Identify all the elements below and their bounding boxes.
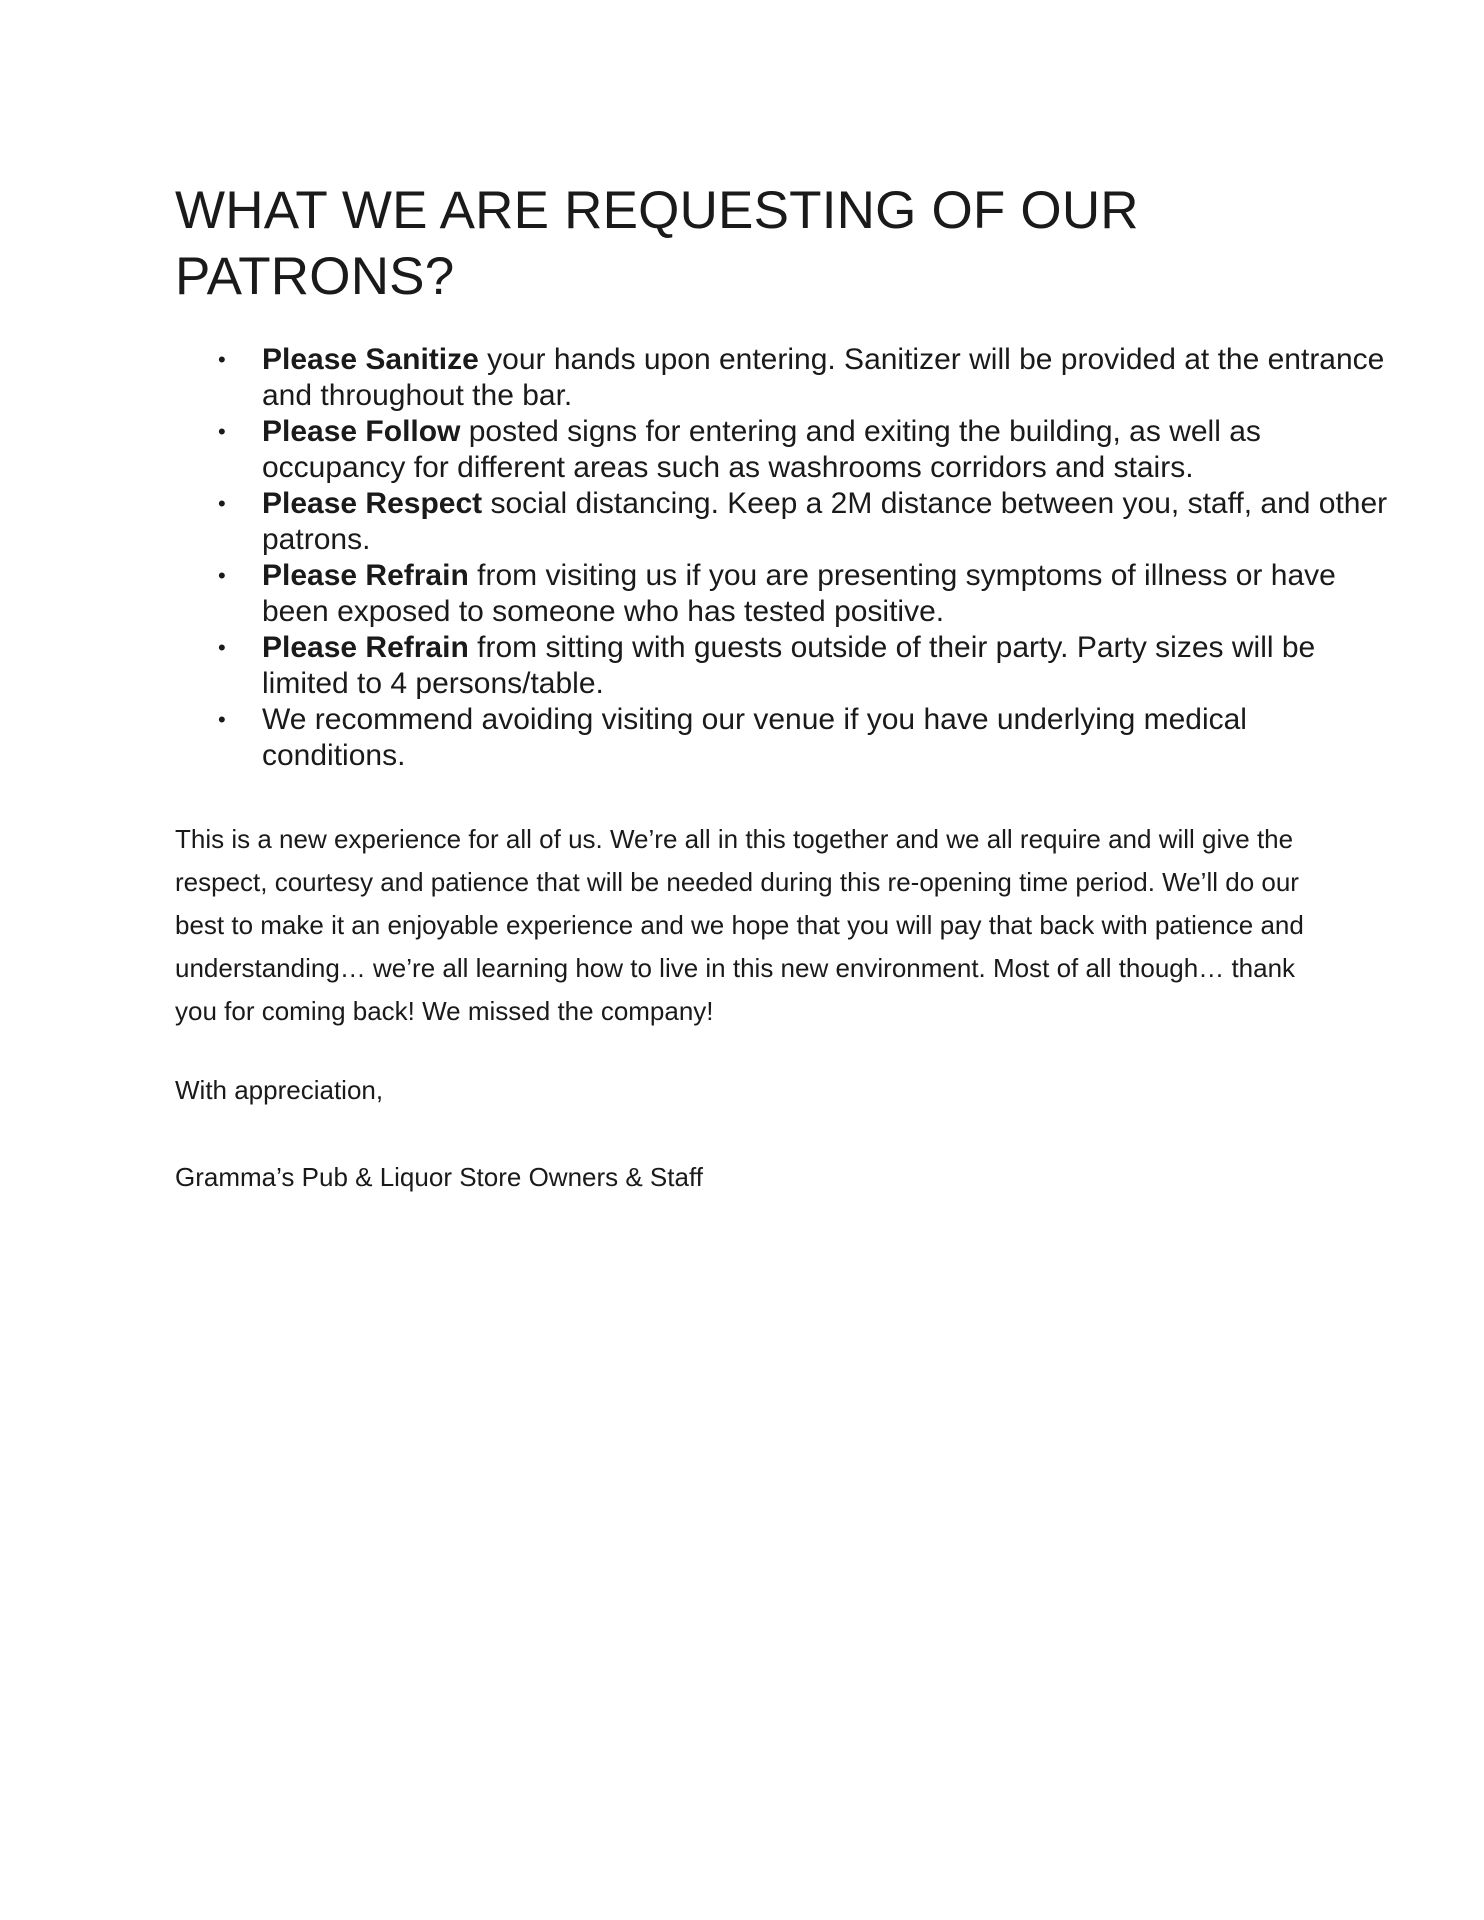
request-lead: Please Sanitize (262, 343, 479, 376)
bullet-icon: • (218, 635, 226, 660)
message-paragraph: This is a new experience for all of us. We’re all in this together and we all require and will give the respect, courtesy and patience that will be needed during this re-opening time period. We’ll do our best to make it an enjoyable experience and we hope that you will pay that back with patience and understanding… we’re all learning how to live in this new environment. Most of all though… thank you for coming back! We missed the company! (175, 824, 1304, 1026)
bullet-icon: • (218, 347, 226, 372)
list-item (175, 702, 1392, 774)
request-lead: Please Follow (262, 415, 461, 448)
request-lead: Please Refrain (262, 559, 469, 592)
request-text: from sitting with guests outside of their party. Party sizes will be limited to 4 persons/table. (262, 631, 1316, 700)
request-lead: Please Refrain (262, 631, 469, 664)
list-item (175, 630, 1392, 702)
bullet-icon: • (218, 707, 226, 732)
list-item (175, 558, 1392, 630)
request-text: social distancing. Keep a 2M distance between you, staff, and other patrons. (262, 487, 1388, 556)
request-text: from visiting us if you are presenting symptoms of illness or have been exposed to someone who has tested positive. (262, 559, 1336, 628)
bullet-icon: • (218, 419, 226, 444)
bullet-icon: • (218, 563, 226, 588)
request-list (175, 342, 1388, 774)
request-lead: Please Respect (262, 487, 483, 520)
signature-line: Gramma’s Pub & Liquor Store Owners & Staff (175, 1162, 703, 1192)
request-text: posted signs for entering and exiting the building, as well as occupancy for different areas such as washrooms corridors and stairs. (262, 415, 1261, 484)
list-item (175, 414, 1392, 486)
bullet-icon: • (218, 491, 226, 516)
list-item (175, 342, 1392, 414)
request-text: your hands upon entering. Sanitizer will be provided at the entrance and throughout the bar. (262, 343, 1385, 412)
page-title: WHAT WE ARE REQUESTING OF OUR PATRONS? (175, 181, 1139, 306)
request-text: We recommend avoiding visiting our venue if you have underlying medical conditions. (262, 703, 1247, 772)
list-item (175, 486, 1392, 558)
document-page (175, 178, 1388, 1199)
closing-line: With appreciation, (175, 1075, 384, 1105)
